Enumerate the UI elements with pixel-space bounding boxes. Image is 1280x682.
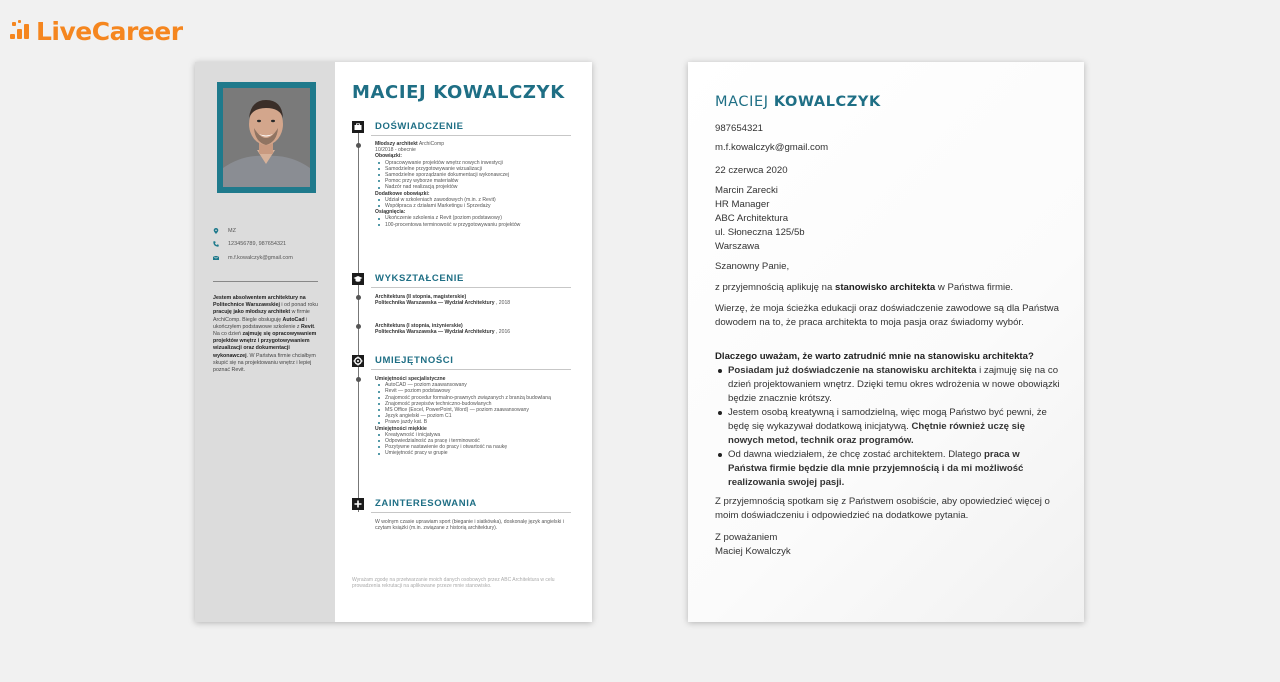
contact-email[interactable] bbox=[213, 253, 323, 263]
section-divider bbox=[371, 287, 571, 288]
list-item: Od dawna wiedziałem, że chcę zostać architektem. Dlatego praca w Państwa firmie będzie dla mnie przyjemnością i da mi możliwość realizowania swojej pasji. bbox=[715, 448, 1060, 490]
list-item: Revit — poziom podstawowy bbox=[375, 388, 580, 394]
timeline-dot bbox=[356, 295, 361, 300]
list-item: Posiadam już doświadczenie na stanowisku architekta i zajmuję się na co dzień projektowaniem wnętrz. Dzięki temu okres wdrożenia w nowe obowiązki będzie znacznie krótszy. bbox=[715, 364, 1060, 406]
contact-phone-text: 123456789, 987654321 bbox=[228, 241, 287, 247]
timeline-dot bbox=[356, 143, 361, 148]
phone-icon bbox=[213, 241, 219, 247]
timeline-dot bbox=[356, 377, 361, 382]
letter-date: 22 czerwca 2020 bbox=[715, 165, 788, 176]
list-item: Pozytywne nastawienie do pracy i otwartość na naukę bbox=[375, 444, 580, 450]
section-divider bbox=[371, 135, 571, 136]
letter-phone: 987654321 bbox=[715, 123, 764, 134]
letter-paragraph: Wierzę, że moja ścieżka edukacji oraz doświadczenie zawodowe są dla Państwa dowodem na to, że praca architekta to moja pasja oraz świadomy wybór. bbox=[715, 303, 1059, 328]
profile-photo-frame bbox=[217, 82, 316, 193]
education-entry: Architektura (I stopnia, inżynierskie) Politechnika Warszawska — Wydział Architektury , 2016 bbox=[375, 323, 511, 336]
contact-location bbox=[213, 226, 323, 236]
plus-icon bbox=[352, 498, 364, 510]
list-item: Język angielski — poziom C1 bbox=[375, 413, 580, 419]
contact-email-text[interactable]: m.f.kowalczyk@gmail.com bbox=[228, 255, 293, 261]
skills-entry: Umiejętności specjalistyczne AutoCAD — poziom zaawansowany Revit — poziom podstawowy Znajomość procedur formalno-prawnych związanych z branżą budowlaną Znajomość przepisów techniczno-budowlanych MS Office (Excel, PowerPoint, Word) — poziom zaawansowany Język angielski — poziom C1 Prawo jazdy kat. B Umiejętności miękkie Kreatywność i inicjatywa Odpowiedzialność za pracę i terminowość Pozytywne nastawienie do pracy i otwartość na naukę Umiejętność pracy w grupie bbox=[375, 376, 580, 457]
profile-photo bbox=[223, 88, 310, 187]
logo-text: LiveCareer bbox=[36, 16, 183, 46]
letter-sign-off: Z poważaniem bbox=[715, 532, 778, 543]
section-title-experience: DOŚWIADCZENIE bbox=[375, 121, 464, 132]
briefcase-icon bbox=[352, 121, 364, 133]
list-item: Znajomość procedur formalno-prawnych związanych z branżą budowlaną bbox=[375, 395, 580, 401]
list-item: Samodzielne przygotowywanie wizualizacji bbox=[375, 166, 580, 172]
list-item: Jestem osobą kreatywną i samodzielną, więc mogą Państwo być pewni, że będę się wykazywał dodatkową inicjatywą. Chętnie również uczę się nowych metod, technik oraz programów. bbox=[715, 406, 1060, 448]
graduation-cap-icon bbox=[352, 273, 364, 285]
letter-intro: z przyjemnością aplikuję na stanowisko architekta w Państwa firmie. bbox=[715, 282, 1014, 293]
list-item: Odpowiedzialność za pracę i terminowość bbox=[375, 438, 580, 444]
letter-signature: Maciej Kowalczyk bbox=[715, 546, 791, 557]
mail-icon bbox=[213, 255, 219, 261]
livecareer-logo-icon bbox=[10, 19, 34, 43]
list-item: Kreatywność i inicjatywa bbox=[375, 432, 580, 438]
letter-closing-paragraph: Z przyjemnością spotkam się z Państwem osobiście, aby opowiedzieć więcej o moim doświadczeniu i odpowiedzieć na dodatkowe pytania. bbox=[715, 496, 1050, 521]
letter-bullet-list bbox=[715, 364, 1060, 490]
contact-phone bbox=[213, 239, 323, 249]
profile-summary: Jestem absolwentem architektury na Politechnice Warszawskiej i od ponad roku pracuję jako młodszy architekt w firmie ArchiComp. Biegle obsługuję AutoCad i ukończyłem podstawowe szkolenie z Revit. Na co dzień zajmuję się opracowywaniem projektów wnętrz i przygotowywaniem wizualizacji oraz dokumentacji wykonawczej. W Państwa firmie chciałbym skupić się na projektowaniu wnętrz i lepiej poznać Revit. bbox=[213, 295, 318, 374]
gear-icon bbox=[352, 355, 364, 367]
letter-question: Dlaczego uważam, że warto zatrudnić mnie na stanowisku architekta? bbox=[715, 351, 1034, 362]
interests-text: W wolnym czasie uprawiam sport (bieganie i siatkówka), doskonalę język angielski i czytam książki (m.in. związane z historią architektury). bbox=[375, 519, 564, 532]
timeline-dot bbox=[356, 324, 361, 329]
location-pin-icon bbox=[213, 228, 219, 234]
cv-page bbox=[195, 62, 592, 622]
section-divider bbox=[371, 369, 571, 370]
section-title-skills: UMIEJĘTNOŚCI bbox=[375, 355, 454, 366]
list-item: Nadzór nad realizacją projektów bbox=[375, 184, 580, 190]
list-item: Samodzielne sporządzanie dokumentacji wykonawczej bbox=[375, 172, 580, 178]
list-item: Pomoc przy wyborze materiałów bbox=[375, 178, 580, 184]
letter-email[interactable]: m.f.kowalczyk@gmail.com bbox=[715, 142, 829, 153]
list-item: Prawo jazdy kat. B bbox=[375, 419, 580, 425]
recipient-street: ul. Słoneczna 125/5b bbox=[715, 227, 805, 238]
recipient-city: Warszawa bbox=[715, 241, 760, 252]
recipient-company: ABC Architektura bbox=[715, 213, 789, 224]
letter-greeting: Szanowny Panie, bbox=[715, 261, 790, 272]
list-item: Opracowywanie projektów wnętrz nowych inwestycji bbox=[375, 160, 580, 166]
education-entry: Architektura (II stopnia, magisterskie) Politechnika Warszawska — Wydział Architektury , 2018 bbox=[375, 294, 511, 307]
livecareer-logo[interactable] bbox=[10, 14, 183, 48]
section-title-interests: ZAINTERESOWANIA bbox=[375, 498, 477, 509]
cv-name: MACIEJ KOWALCZYK bbox=[352, 82, 565, 103]
recipient-title: HR Manager bbox=[715, 199, 770, 210]
list-item: MS Office (Excel, PowerPoint, Word) — poziom zaawansowany bbox=[375, 407, 580, 413]
list-item: Udział w szkoleniach zawodowych (m.in. z Revit) bbox=[375, 197, 580, 203]
list-item: Ukończenie szkolenia z Revit (poziom podstawowy) bbox=[375, 215, 580, 221]
letter-name: MACIEJ KOWALCZYK bbox=[715, 94, 881, 110]
sidebar-divider bbox=[213, 281, 318, 282]
gdpr-consent: Wyrażam zgodę na przetwarzanie moich danych osobowych przez ABC Architektura w celu prowadzenia rekrutacji na aplikowane przeze mnie stanowisko. bbox=[352, 577, 555, 590]
list-item: Umiejętność pracy w grupie bbox=[375, 450, 580, 456]
timeline-line bbox=[358, 124, 359, 512]
cv-sidebar bbox=[195, 62, 335, 622]
list-item: AutoCAD — poziom zaawansowany bbox=[375, 382, 580, 388]
cover-letter-page bbox=[688, 62, 1084, 622]
section-title-education: WYKSZTAŁCENIE bbox=[375, 273, 464, 284]
recipient-name: Marcin Zarecki bbox=[715, 185, 778, 196]
list-item: 100-procentowa terminowość w przygotowywaniu projektów bbox=[375, 222, 580, 228]
experience-entry: Młodszy architekt ArchiComp 10/2018 - obecnie Obowiązki: Opracowywanie projektów wnętrz nowych inwestycji Samodzielne przygotowywanie wizualizacji Samodzielne sporządzanie dokumentacji wykonawczej Pomoc przy wyborze materiałów Nadzór nad realizacją projektów Dodatkowe obowiązki: Udział w szkoleniach zawodowych (m.in. z Revit) Współpraca z działami Marketingu i Sprzedaży Osiągnięcia: Ukończenie szkolenia z Revit (poziom podstawowy) 100-procentowa terminowość w przygotowywaniu projektów bbox=[375, 141, 580, 228]
list-item: Znajomość przepisów techniczno-budowlanych bbox=[375, 401, 580, 407]
section-divider bbox=[371, 512, 571, 513]
contact-location-text: MZ bbox=[228, 228, 236, 234]
list-item: Współpraca z działami Marketingu i Sprzedaży bbox=[375, 203, 580, 209]
